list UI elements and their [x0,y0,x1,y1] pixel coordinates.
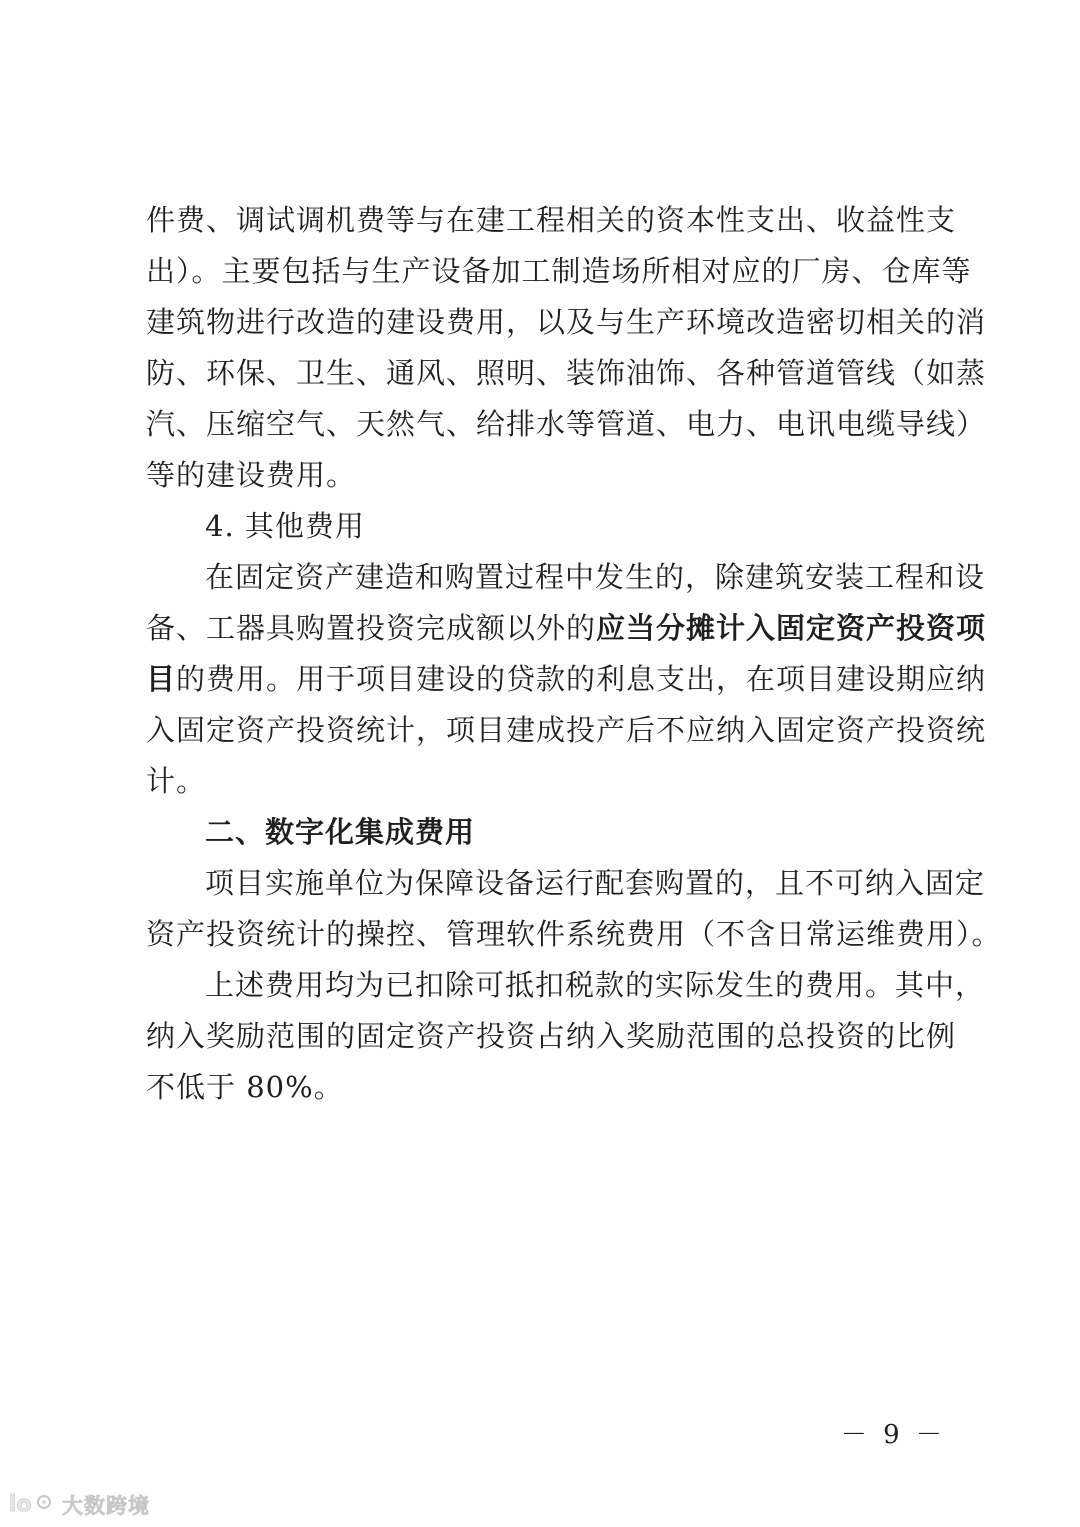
paragraph-line: 出）。主要包括与生产设备加工制造场所相对应的厂房、仓库等 [146,254,972,288]
paragraph-line: 不低于 80%。 [146,1070,344,1104]
section-heading: 二、数字化集成费用 [205,815,476,849]
paragraph-line: 入固定资产投资统计，项目建成投产后不应纳入固定资产投资统 [146,713,987,747]
paragraph-line: 在固定资产建造和购置过程中发生的，除建筑安装工程和设 [205,560,986,594]
paragraph-line: 建筑物进行改造的建设费用，以及与生产环境改造密切相关的消 [146,305,987,339]
paragraph-line: 项目实施单位为保障设备运行配套购置的，且不可纳入固定 [205,866,986,900]
paragraph-line-mixed [146,659,987,699]
paragraph-line-mixed [146,608,987,648]
page-number: － 9 － [840,1420,946,1450]
bold-text: 目 [146,662,177,696]
subheading-other-costs: 4. 其他费用 [205,509,365,543]
normal-text: 备、工器具购置投资完成额以外的 [146,611,597,645]
watermark-text: 大数跨境 [62,1494,150,1518]
logo-icon [8,1488,56,1522]
normal-text: 的费用。用于项目建设的贷款的利息支出，在项目建设期应纳 [176,662,987,696]
paragraph-line: 汽、压缩空气、天然气、给排水等管道、电力、电讯电缆导线） [146,407,987,441]
paragraph-line: 纳入奖励范围的固定资产投资占纳入奖励范围的总投资的比例 [146,1019,957,1053]
watermark [8,1488,150,1522]
bold-text: 应当分摊计入固定资产投资项 [596,611,987,645]
paragraph-line: 资产投资统计的操控、管理软件系统费用（不含日常运维费用）。 [146,917,1002,951]
paragraph-line: 件费、调试调机费等与在建工程相关的资本性支出、收益性支 [146,203,957,237]
paragraph-line: 计。 [146,764,207,798]
paragraph-line: 防、环保、卫生、通风、照明、装饰油饰、各种管道管线（如蒸 [146,356,987,390]
paragraph-line: 上述费用均为已扣除可抵扣税款的实际发生的费用。其中， [205,968,986,1002]
paragraph-line: 等的建设费用。 [146,458,357,492]
svg-text:lo: lo [9,1492,32,1517]
